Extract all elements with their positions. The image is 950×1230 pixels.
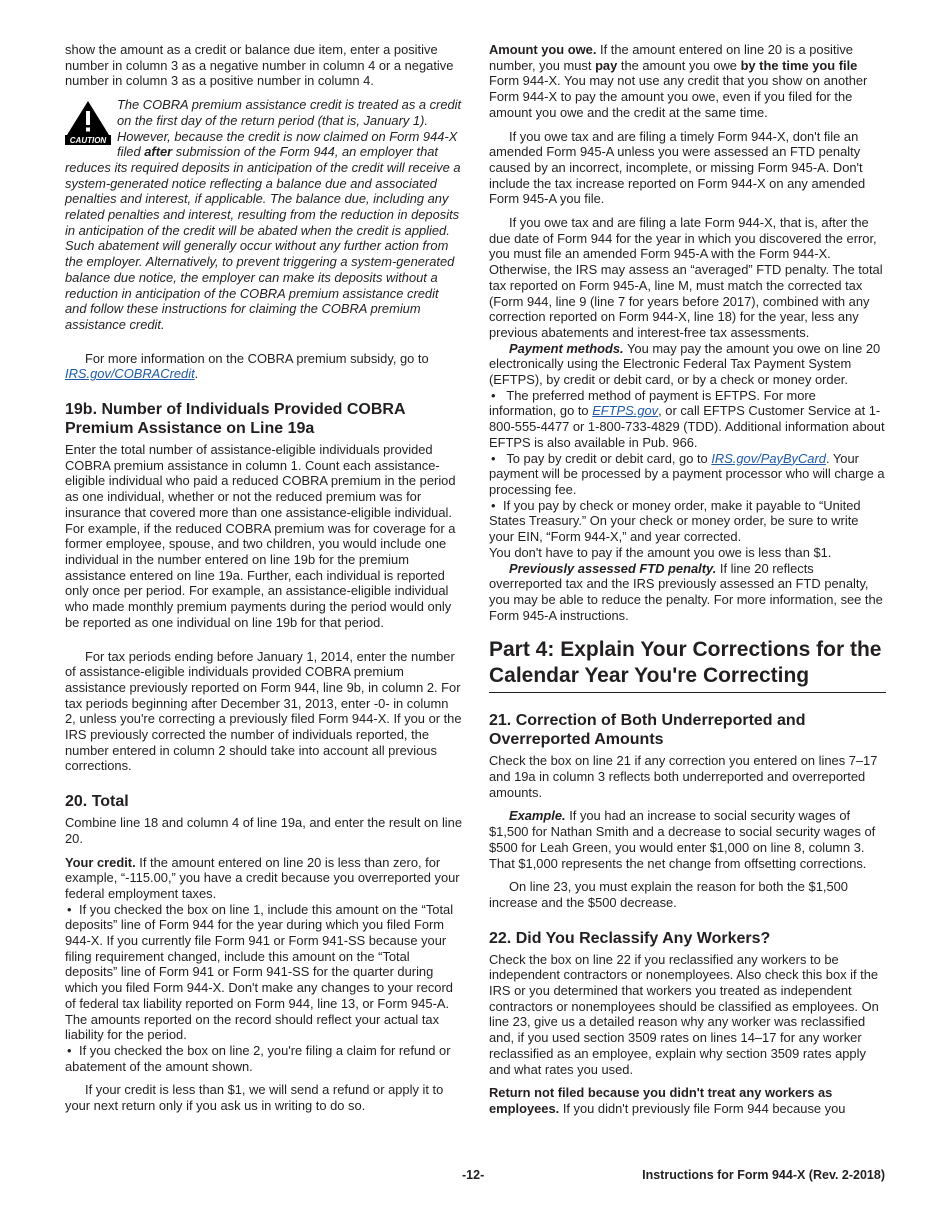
your-credit-paragraph (65, 855, 462, 902)
caution-bold-word: after (144, 144, 173, 160)
example-label: Example. (509, 808, 566, 824)
cobra-info-end: . (194, 366, 199, 382)
section-20-para1: Combine line 18 and column 4 of line 19a, and enter the result on line 20. (65, 815, 463, 846)
payment-methods-text: You may pay the amount you owe on line 20 electronically using the Electronic Federal Tax Payment System (EFTPS), by credit or debit card, or by a check or money order. (489, 340, 881, 388)
amount-owe-text-3: Form 944-X. You may not use any credit that you show on another Form 944-X to pay the amount you owe, even if you filed for the amount you owe and the credit at the same time. (489, 73, 868, 120)
section-21-para3: On line 23, you must explain the reason for both the $1,500 increase and the $500 decrease. (489, 879, 848, 910)
footer-doc-title: Instructions for Form 944-X (Rev. 2-2018) (642, 1168, 885, 1182)
left-column (65, 42, 462, 1114)
caution-icon (65, 99, 111, 145)
right-column (489, 42, 886, 1117)
example-text: If you had an increase to social security wages of $1,500 for Nathan Smith and a decrease to social security wages of $500 for Leah Green, you would enter $1,000 on line 8, column 3. That $1,000 represents the net change from offsetting corrections. (489, 808, 876, 871)
heading-21: 21. Correction of Both Underreported and Overreported Amounts (489, 712, 806, 749)
heading-19b: 19b. Number of Individuals Provided COBRA Premium Assistance on Line 19a (65, 401, 405, 438)
late-filing-paragraph: If you owe tax and are filing a late Form 944-X, that is, after the due date of Form 944 for the year in which you discovered the error, you must file an amended Form 945-A with the Form 944-X. Otherwise, the IRS may assess an “averaged” FTD penalty. The total tax reported on Form 945-A, line M, must match the corrected tax (Form 944, line 9 (line 7 for years before 2017), combined with any correction reported on Form 944-X, line 18) for the year, less any previous abatements and interest-free tax assessments. (489, 215, 883, 340)
amount-owe-bold-1: pay (595, 57, 618, 73)
heading-20: 20. Total (65, 793, 129, 811)
previously-assessed-text: If line 20 reflects overreported tax and the IRS previously assessed an FTD penalty, you may be able to reduce the penalty. For more information, see the Form 945-A instructions. (489, 560, 883, 623)
eftps-bullet (489, 388, 886, 451)
card-text-after: . Your payment will be processed by a payment processor who will charge a processing fee. (489, 450, 885, 497)
amount-owe-label: Amount you owe. (489, 42, 597, 57)
cobra-info-paragraph (65, 351, 462, 382)
caution-block (65, 97, 462, 333)
eftps-text: The preferred method of payment is EFTPS. For more information, go to (489, 387, 816, 419)
timely-filing-paragraph: If you owe tax and are filing a timely Form 944-X, don't file an amended Form 945-A unless you were assessed an FTD penalty caused by an incorrect, incomplete, or missing Form 945-A. Don't include the tax increase reported on Form 944-X on any amended Form 945-A you file. (489, 128, 866, 207)
section-19b-para2: For tax periods ending before January 1, 2014, enter the number of assistance-eligible individuals provided COBRA premium assistance previously reported on Form 944, line 9b, in column 2. For tax periods beginning after December 31, 2013, enter -0- in column 2, unless you're correcting a previously filed Form 944-X. If you or the IRS previously corrected the number of individuals reported, the number entered in column 2 should take into account all previous corrections. (65, 648, 462, 774)
credit-bullet-1: • If you checked the box on line 1, include this amount on the “Total deposits” line of Form 944 for the year during which you filed Form 944-X. If you currently file Form 941 or Form 941-SS because your filing requirement changed, include this amount on the “Total deposits” line of Form 941 or Form 941-SS for the quarter during which you filed Form 944-X. Don't make any changes to your record of federal tax liability reported on Form 944, line 13, or Form 945-A. The amounts reported on the record should reflect your actual tax liability for the period. (65, 902, 462, 1043)
previously-assessed-label: Previously assessed FTD penalty. (509, 560, 717, 576)
eftps-text-after: , or call EFTPS Customer Service at 1-800-555-4477 or 1-800-733-4829 (TDD). Additional information about EFTPS is also available in Pub. 966. (489, 403, 885, 450)
card-text: To pay by credit or debit card, go to (506, 450, 708, 466)
amount-owe-text-2: the amount you owe (620, 57, 737, 73)
section-19b-para1: Enter the total number of assistance-eligible individuals provided COBRA premium assistance in column 1. Count each assistance-eligible individual who paid a reduced COBRA premium in the period as one individual, whether or not the reduced premium was for insurance that covered more than one assistance-eligible individual. For example, if the reduced COBRA premium was for coverage for a former employee, spouse, and two children, you would include one individual in the number entered on line 19b for the premium assistance entered on line 19a. Further, each individual is reported only once per period. For example, an assistance-eligible individual who made monthly premium payments during the period would only be reported as one individual on line 19b for that period. (65, 442, 456, 630)
credit-bullet-2: • If you checked the box on line 2, you're filing a claim for refund or abatement of the amount shown. (65, 1043, 462, 1074)
return-not-filed-paragraph (489, 1085, 886, 1116)
payment-methods-label: Payment methods. (509, 340, 624, 356)
check-bullet: • If you pay by check or money order, make it payable to “United States Treasury.” On your check or money order, be sure to write your EIN, “Form 944-X,” and year corrected. (489, 498, 886, 545)
payment-methods-paragraph (489, 341, 886, 388)
section-21-para1: Check the box on line 21 if any correction you entered on lines 7–17 and 19a in column 3 reflects both underreported and overreported amounts. (489, 753, 878, 800)
eftps-link[interactable]: EFTPS.gov (592, 403, 659, 419)
amount-owe-paragraph (489, 42, 886, 121)
pay-by-card-link[interactable]: IRS.gov/PayByCard (711, 450, 826, 466)
your-credit-label: Your credit. (65, 854, 136, 870)
part4-heading: Part 4: Explain Your Corrections for the Calendar Year You're Correcting (489, 638, 882, 688)
your-credit-text: If the amount entered on line 20 is less than zero, for example, “-115.00,” you have a credit because you overreported your federal employment taxes. (65, 854, 460, 901)
amount-owe-bold-2: by the time you file (740, 57, 858, 73)
intro-paragraph: show the amount as a credit or balance due item, enter a positive number in column 3 as a negative number in column 4 or a negative number in column 3 as a positive number in column 4. (65, 42, 454, 89)
caution-text-start: The COBRA premium assistance credit is treated as a credit on the first day of the return period (that is, January 1). However, because the credit is now claimed on Form 944-X filed (117, 97, 462, 160)
caution-text-end: submission of the Form 944, an employer that reduces its required deposits in anticipation of the credit will receive a system-generated notice reflecting a balance due and associated penalties and interest, if applicable. The balance due, including any related penalties and interest, resulting from the reduction in deposits in anticipation of the credit will be abated when the credit is applied. Such abatement will generally occur without any further action from the employer. Alternatively, to prevent triggering a system-generated balance due notice, the employer can make its deposits without a reduction in anticipation of the COBRA premium assistance credit and follow these instructions for claiming the COBRA premium assistance credit. (65, 144, 461, 332)
heading-22: 22. Did You Reclassify Any Workers? (489, 929, 771, 947)
amount-owe-text-1: If the amount entered on line 20 is a positive number, you must (489, 42, 853, 73)
part4-heading-block (489, 637, 886, 693)
small-credit-paragraph: If your credit is less than $1, we will send a refund or apply it to your next return only if you ask us in writing to do so. (65, 1082, 444, 1114)
less-than-dollar-text: You don't have to pay if the amount you owe is less than $1. (489, 544, 832, 560)
return-not-filed-label: Return not filed because you didn't treat any workers as employees. (489, 1085, 833, 1116)
cobra-info-text: For more information on the COBRA premium subsidy, go to (85, 350, 429, 366)
irs-cobra-credit-link[interactable]: IRS.gov/COBRACredit (65, 366, 195, 382)
section-22-para1: Check the box on line 22 if you reclassified any workers to be independent contractors or nonemployees. Also check this box if the IRS or you determined that workers you treated as independent contractors or nonemployees should be classified as employees. On line 23, give us a detailed reason why any worker was reclassified and, if you used section 3509 rates on lines 14–17 for any worker reclassified as an employee, explain why section 3509 rates apply and what rates you used. (489, 951, 879, 1077)
caution-icon-label: CAUTION (69, 136, 107, 146)
previously-assessed-paragraph (489, 561, 886, 624)
card-bullet (489, 451, 886, 498)
example-paragraph (489, 808, 886, 871)
page-number: -12- (462, 1168, 485, 1182)
return-not-filed-text: If you didn't previously file Form 944 because you (562, 1100, 846, 1116)
